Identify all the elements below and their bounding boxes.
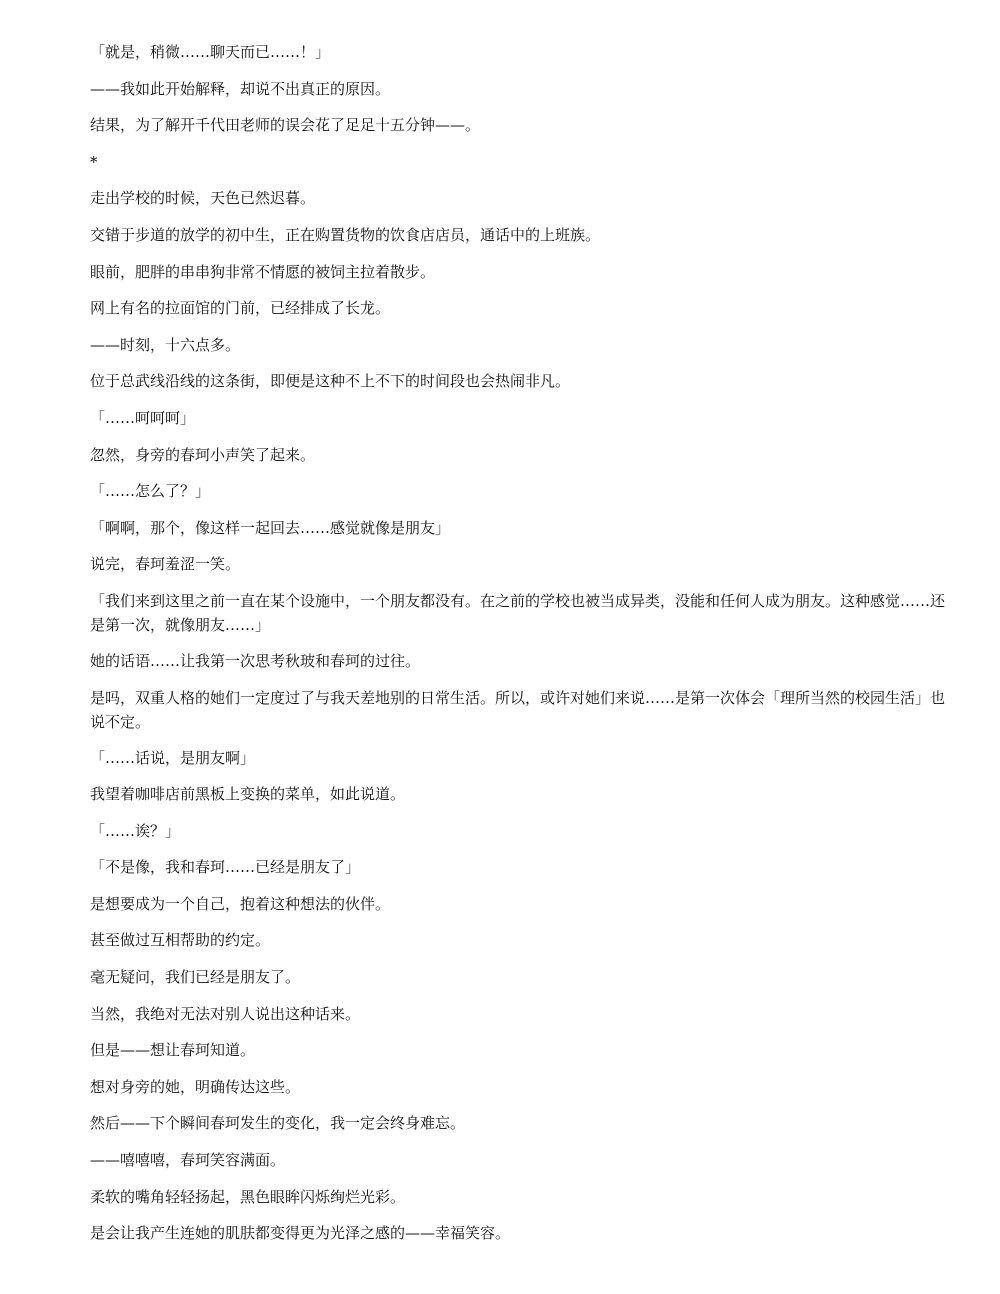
paragraph: ——我如此开始解释，却说不出真正的原因。 <box>90 79 391 98</box>
scene-break: * <box>90 152 98 171</box>
paragraph: 是吗，双重人格的她们一定度过了与我天差地别的日常生活。所以，或许对她们来说……是第一次体会「理所当然的校园生活」也说不定。 <box>90 688 946 731</box>
paragraph: 「我们来到这里之前一直在某个设施中，一个朋友都没有。在之前的学校也被当成异类，没能和任何人成为朋友。这种感觉……还是第一次，就像朋友……」 <box>90 591 946 634</box>
paragraph: 然后——下个瞬间春珂发生的变化，我一定会终身难忘。 <box>90 1114 466 1133</box>
paragraph: 是会让我产生连她的肌肤都变得更为光泽之感的——幸福笑容。 <box>90 1224 511 1243</box>
paragraph: 「啊啊，那个，像这样一起回去……感觉就像是朋友」 <box>90 518 451 537</box>
paragraph: 忽然，身旁的春珂小声笑了起来。 <box>90 445 316 464</box>
paragraph: 柔软的嘴角轻轻扬起，黑色眼眸闪烁绚烂光彩。 <box>90 1187 406 1206</box>
paragraph: 交错于步道的放学的初中生，正在购置货物的饮食店店员，通话中的上班族。 <box>90 225 601 244</box>
paragraph: 她的话语……让我第一次思考秋玻和春珂的过往。 <box>90 651 421 670</box>
paragraph: 我望着咖啡店前黑板上变换的菜单，如此说道。 <box>90 785 406 804</box>
paragraph: 网上有名的拉面馆的门前，已经排成了长龙。 <box>90 299 391 318</box>
paragraph: 「不是像，我和春珂……已经是朋友了」 <box>90 858 361 877</box>
paragraph: 「……呵呵呵」 <box>90 408 196 427</box>
paragraph: 走出学校的时候，天色已然迟暮。 <box>90 189 316 208</box>
paragraph: ——时刻，十六点多。 <box>90 335 241 354</box>
paragraph: 结果，为了解开千代田老师的误会花了足足十五分钟——。 <box>90 116 481 135</box>
paragraph: 「就是，稍微……聊天而已……！」 <box>90 43 331 61</box>
paragraph: 甚至做过互相帮助的约定。 <box>90 931 271 950</box>
paragraph: 毫无疑问，我们已经是朋友了。 <box>90 968 301 987</box>
paragraph: 「……话说，是朋友啊」 <box>90 748 256 767</box>
paragraph: 「……诶？」 <box>90 821 181 840</box>
paragraph: 当然，我绝对无法对别人说出这种话来。 <box>90 1004 361 1023</box>
paragraph: 位于总武线沿线的这条街，即便是这种不上不下的时间段也会热闹非凡。 <box>90 372 571 391</box>
paragraph: 想对身旁的她，明确传达这些。 <box>90 1077 301 1096</box>
paragraph: 但是——想让春珂知道。 <box>90 1041 256 1060</box>
document-page <box>90 40 950 1258</box>
paragraph: ——嘻嘻嘻，春珂笑容满面。 <box>90 1151 286 1170</box>
paragraph: 眼前，肥胖的串串狗非常不情愿的被饲主拉着散步。 <box>90 262 436 281</box>
paragraph: 「……怎么了？」 <box>90 482 211 501</box>
paragraph: 说完，春珂羞涩一笑。 <box>90 555 241 574</box>
paragraph: 是想要成为一个自己，抱着这种想法的伙伴。 <box>90 894 391 913</box>
